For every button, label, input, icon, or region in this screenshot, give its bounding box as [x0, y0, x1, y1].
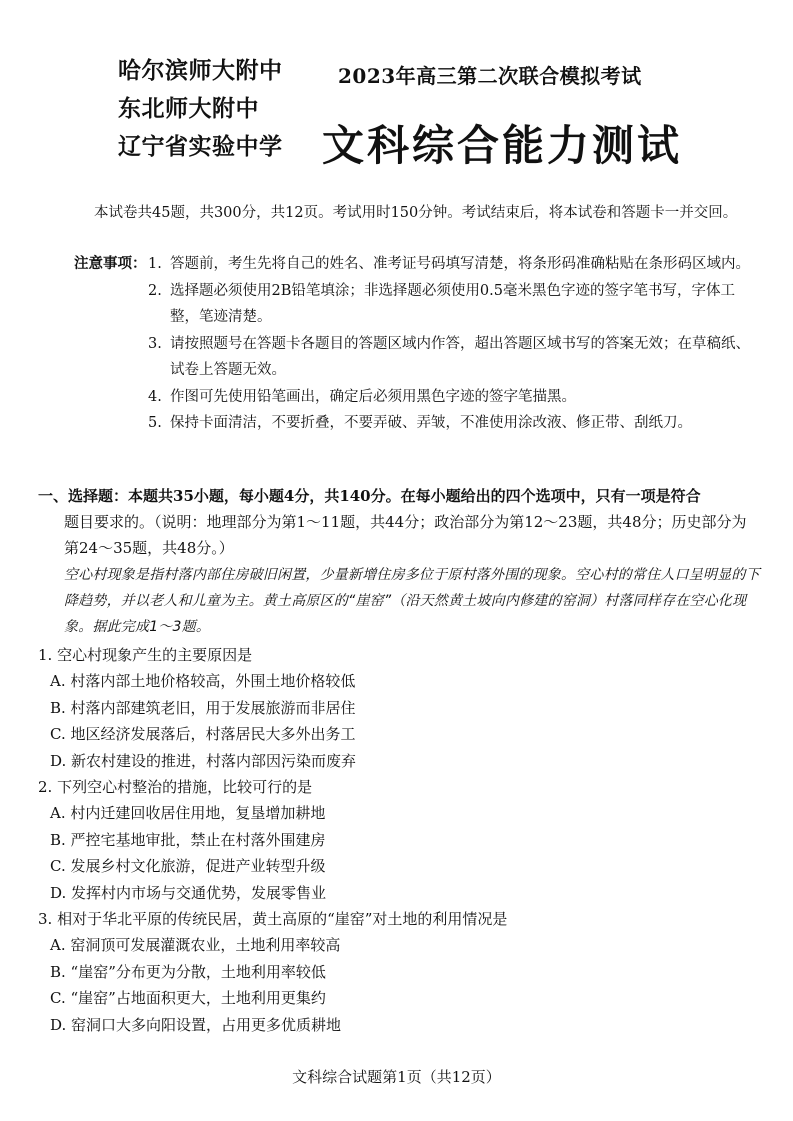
school-name: 哈尔滨师大附中 — [118, 58, 283, 84]
notice-number: 3. — [148, 335, 162, 352]
school-name: 辽宁省实验中学 — [118, 134, 283, 160]
question-stem: 1. 空心村现象产生的主要原因是 — [38, 646, 253, 664]
notice-text: 选择题必须使用2B铅笔填涂；非选择题必须使用0.5毫米黑色字迹的签字笔书写，字体工整，笔迹清楚。 — [170, 282, 735, 325]
notice-item — [148, 251, 758, 278]
notice-text: 请按照题号在答题卡各题目的答题区域内作答，超出答题区域书写的答案无效；在草稿纸、试卷上答题无效。 — [170, 335, 750, 378]
answer-option: A. 窑洞顶可发展灌溉农业，土地利用率较高 — [50, 936, 341, 955]
notice-text: 作图可先使用铅笔画出，确定后必须用黑色字迹的签字笔描黑。 — [170, 388, 576, 405]
answer-option: D. 新农村建设的推进，村落内部因污染而废弃 — [50, 751, 357, 770]
school-name: 东北师大附中 — [118, 96, 259, 122]
notice-text: 答题前，考生先将自己的姓名、准考证号码填写清楚，将条形码准确粘贴在条形码区域内。 — [170, 256, 750, 272]
question-stem: 3. 相对于华北平原的传统民居，黄土高原的“崖窑”对土地的利用情况是 — [38, 910, 508, 929]
question-list — [38, 642, 760, 1038]
notice-number: 4. — [148, 388, 162, 405]
notice-list — [148, 251, 758, 437]
notice-item — [148, 331, 758, 384]
answer-option: B. 村落内部建筑老旧，用于发展旅游而非居住 — [50, 698, 356, 717]
answer-option: C. 地区经济发展落后，村落居民大多外出务工 — [50, 725, 356, 744]
notice-text: 保持卡面清洁，不要折叠，不要弄破、弄皱，不准使用涂改液、修正带、刮纸刀。 — [170, 415, 692, 431]
answer-option: B. 严控宅基地审批，禁止在村落外围建房 — [50, 830, 326, 849]
subject-title: 文科综合能力测试 — [322, 121, 683, 170]
section-heading — [38, 483, 760, 561]
notice-label: 注意事项： — [74, 255, 147, 272]
section-title: 一、选择题：本题共35小题，每小题4分，共140分。在每小题给出的四个选项中，只有一项是符合 — [38, 487, 701, 505]
answer-option: D. 窑洞口大多向阳设置，占用更多优质耕地 — [50, 1015, 342, 1034]
question — [38, 774, 760, 906]
question — [38, 642, 760, 774]
intro-paragraph: 本试卷共45题，共300分，共12页。考试用时150分钟。考试结束后，将本试卷和答题卡一并交回。 — [94, 205, 738, 221]
passage-text: 空心村现象是指村落内部住房破旧闲置，少量新增住房多位于原村落外围的现象。空心村的常住人口呈明显的下降趋势，并以老人和儿童为主。黄土高原区的“崖窑”（沿天然黄土坡向内修建的窑洞）村落同样存在空心化现象。据此完成1～3题。 — [64, 567, 760, 635]
reading-passage — [38, 562, 760, 640]
notice-item — [148, 384, 758, 411]
notice-number: 2. — [148, 282, 162, 299]
answer-option: D. 发挥村内市场与交通优势，发展零售业 — [50, 883, 327, 902]
answer-option: C. “崖窑”占地面积更大，土地利用更集约 — [50, 989, 326, 1008]
notice-item — [148, 410, 758, 437]
exam-title: 2023年高三第二次联合模拟考试 — [338, 64, 642, 88]
page-footer: 文科综合试题第1页（共12页） — [292, 1068, 501, 1086]
notice-number: 5. — [148, 415, 162, 431]
notice-item — [148, 278, 758, 331]
answer-option: C. 发展乡村文化旅游，促进产业转型升级 — [50, 857, 326, 876]
answer-option: B. “崖窑”分布更为分散，土地利用率较低 — [50, 962, 326, 981]
notice-number: 1. — [148, 256, 162, 272]
answer-option: A. 村落内部土地价格较高，外围土地价格较低 — [50, 672, 356, 691]
answer-option: A. 村内迁建回收居住用地，复垦增加耕地 — [50, 804, 326, 823]
section-description: 题目要求的。（说明：地理部分为第1～11题，共44分；政治部分为第12～23题，共48分；历史部分为第24～35题，共48分。） — [64, 513, 747, 557]
question — [38, 906, 760, 1038]
question-stem: 2. 下列空心村整治的措施，比较可行的是 — [38, 778, 313, 797]
school-names — [118, 52, 308, 166]
